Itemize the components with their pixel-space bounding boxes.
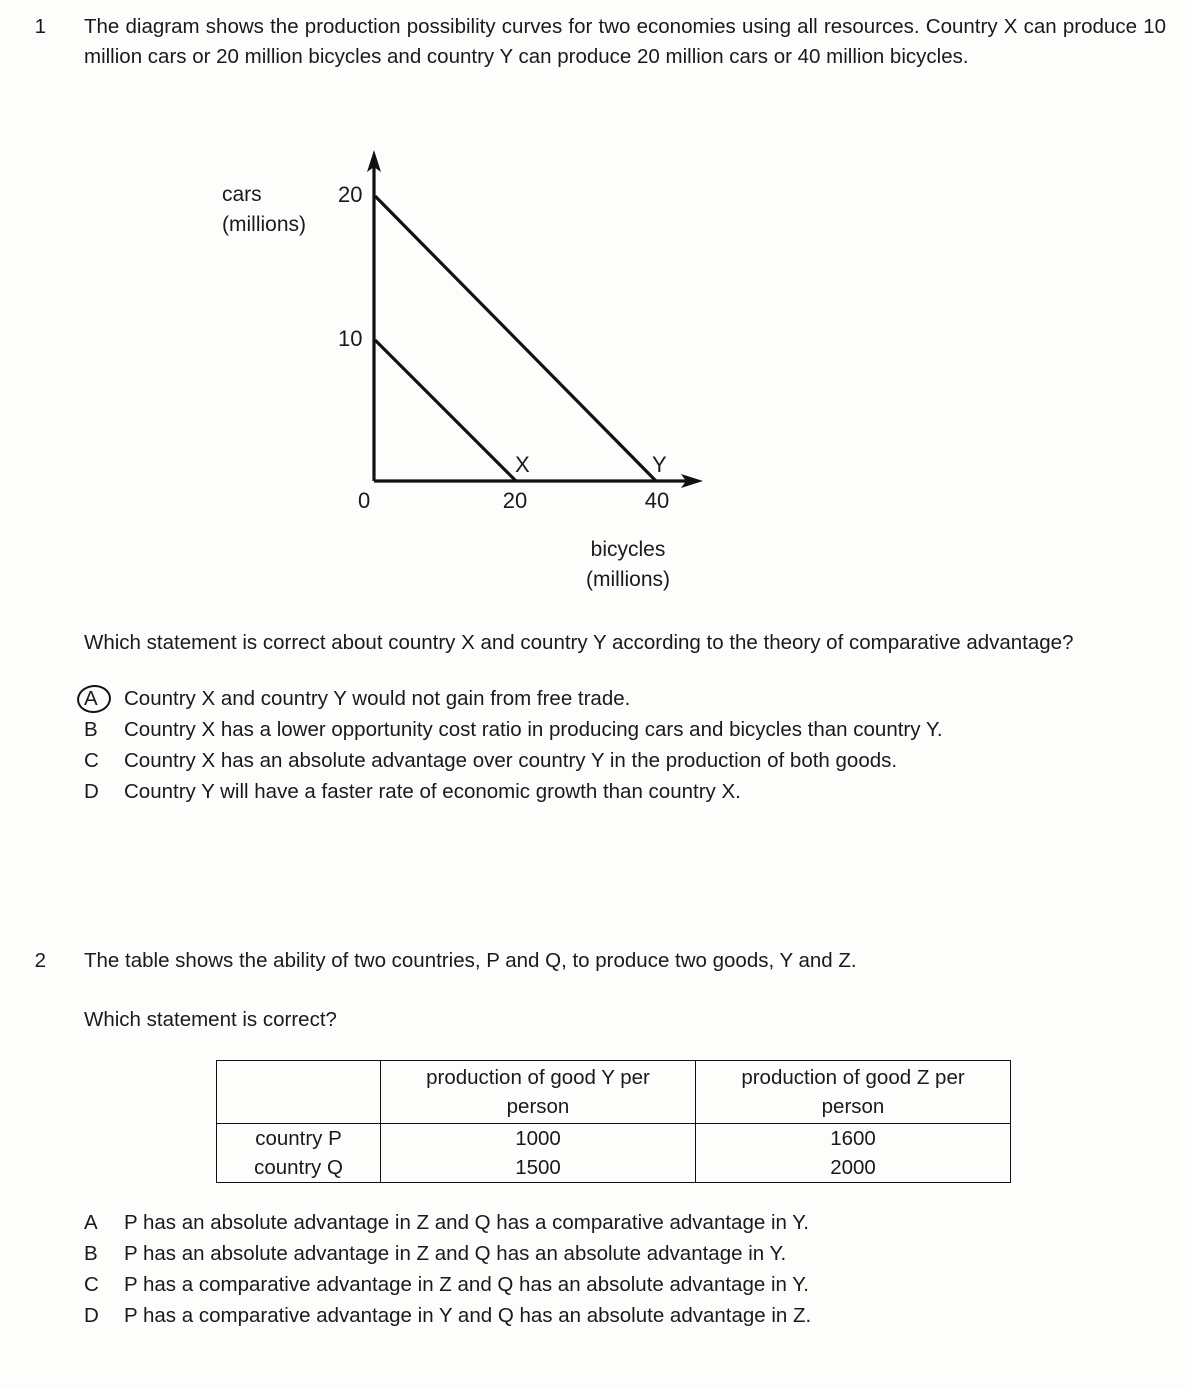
ppc-line-country-y [375,196,656,481]
production-table-wrapper [216,1060,1011,1183]
question-2-subquestion-block [84,1005,1166,1035]
option-2-a-letter-text: A [84,1211,98,1234]
option-2-a-letter[interactable] [84,1208,124,1238]
table-row-labels [217,1124,381,1183]
table-value-q-z: 2000 [830,1156,876,1179]
option-1-a-letter[interactable] [84,684,124,714]
question-1-subquestion: Which statement is correct about country X and country Y according to the theory of comparative advantage? [84,631,1074,654]
question-1-lower [0,628,1190,808]
option-2-d-letter-text: D [84,1304,99,1327]
option-1-b-letter[interactable] [84,715,124,745]
question-2-number: 2 [34,949,46,972]
ppc-line-country-x [375,340,516,481]
table-row-label-country-q: country Q [254,1156,343,1179]
production-table [216,1060,1011,1183]
option-1-c[interactable] [84,746,1166,776]
table-header-row [217,1061,1011,1124]
option-2-a-text: P has an absolute advantage in Z and Q has a comparative advantage in Y. [124,1211,809,1234]
option-2-c[interactable] [84,1270,1166,1300]
option-1-b[interactable] [84,715,1166,745]
option-2-b[interactable] [84,1239,1166,1269]
question-1-options [84,684,1166,807]
y-tick-label-20: 20 [338,182,363,207]
x-axis-title-line2: (millions) [586,568,670,591]
question-2 [0,946,1190,1035]
option-2-c-letter-text: C [84,1273,99,1296]
y-tick-label-10: 10 [338,326,363,351]
option-1-d-letter-text: D [84,780,99,803]
table-values-good-y [381,1124,696,1183]
option-1-c-text: Country X has an absolute advantage over country Y in the production of both goods. [124,749,898,772]
option-1-a[interactable] [84,684,1166,714]
question-1-subquestion-block [84,628,1166,807]
option-1-a-letter-text: A [84,687,98,710]
question-1-stem-text: The diagram shows the production possibility curves for two economies using all resources. Country X can produce 10 million cars or 20 million bicycles and country Y can produce 20 million cars or 40 million bicycles. [84,15,1166,68]
y-axis-title [222,180,306,240]
table-value-q-y: 1500 [515,1156,561,1179]
table-header-good-z [696,1061,1011,1124]
option-2-c-text: P has a comparative advantage in Z and Q has an absolute advantage in Y. [124,1273,809,1296]
x-tick-label-20: 20 [502,488,528,513]
table-header-good-y [381,1061,696,1124]
option-1-c-letter[interactable] [84,746,124,776]
table-header-good-z-line2: person [821,1095,885,1118]
ppc-diagram [0,140,1190,600]
table-row-label-country-p: country P [255,1127,342,1150]
option-1-b-letter-text: B [84,718,98,741]
table-header-good-z-line1: production of good Z per [741,1066,965,1089]
option-1-c-letter-text: C [84,749,99,772]
x-axis-title-line1: bicycles [590,538,666,561]
selected-answer-circle-icon [76,683,113,714]
option-2-b-letter[interactable] [84,1239,124,1269]
question-1-number: 1 [34,15,46,38]
table-header-good-y-line1: production of good Y per [426,1066,650,1089]
table-corner-cell [217,1061,381,1124]
option-2-c-letter[interactable] [84,1270,124,1300]
option-2-d-letter[interactable] [84,1301,124,1331]
option-1-d-letter[interactable] [84,777,124,807]
option-2-d[interactable] [84,1301,1166,1331]
option-2-b-text: P has an absolute advantage in Z and Q has an absolute advantage in Y. [124,1242,787,1265]
option-1-d-text: Country Y will have a faster rate of economic growth than country X. [124,780,741,803]
origin-label: 0 [358,488,371,513]
table-value-p-y: 1000 [515,1127,561,1150]
y-axis-title-line2: (millions) [222,213,306,236]
x-axis-title [518,535,738,595]
table-value-p-z: 1600 [830,1127,876,1150]
curve-label-x: X [515,452,530,477]
y-axis-title-line1: cars [222,183,262,206]
x-tick-label-40: 40 [644,488,670,513]
option-1-b-text: Country X has a lower opportunity cost ratio in producing cars and bicycles than country Y. [124,718,943,741]
curve-label-y: Y [652,452,667,477]
table-body-row [217,1124,1011,1183]
option-2-d-text: P has a comparative advantage in Y and Q has an absolute advantage in Z. [124,1304,812,1327]
table-header-good-y-line2: person [506,1095,570,1118]
option-1-a-text: Country X and country Y would not gain from free trade. [124,687,631,710]
question-2-stem-row [0,946,1190,976]
question-1-stem-row [0,12,1190,72]
option-2-a[interactable] [84,1208,1166,1238]
table-values-good-z [696,1124,1011,1183]
question-2-options [84,1208,1166,1331]
question-1 [0,12,1190,72]
question-2-stem-text: The table shows the ability of two countries, P and Q, to produce two goods, Y and Z. [84,949,857,972]
question-2-subquestion: Which statement is correct? [84,1008,337,1031]
question-2-options-block [0,1208,1190,1332]
option-1-d[interactable] [84,777,1166,807]
option-2-b-letter-text: B [84,1242,98,1265]
